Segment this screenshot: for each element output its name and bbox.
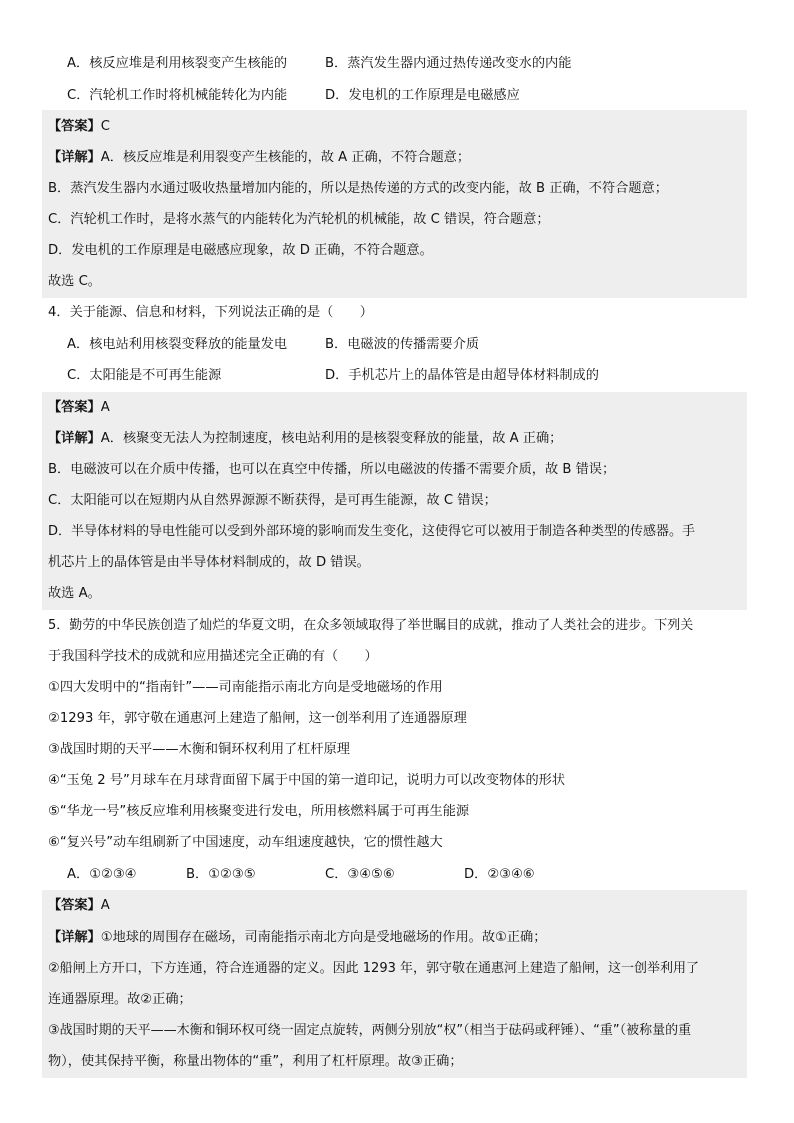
q4-detail-line-2: B．电磁波可以在介质中传播，也可以在真空中传播，所以电磁波的传播不需要介质，故 B 错误； — [48, 462, 616, 477]
q4-detail-line-1 — [48, 429, 562, 449]
detail-label: 【详解】 — [48, 930, 101, 945]
q4-option-d: D．手机芯片上的晶体管是由超导体材料制成的 — [325, 368, 599, 383]
q3-option-b: B．蒸汽发生器内通过热传递改变水的内能 — [325, 56, 572, 71]
detail-label: 【详解】 — [48, 150, 101, 165]
q4-detail-line-4: D．半导体材料的导电性能可以受到外部环境的影响而发生变化，这使得它可以被用于制造各种类型的传感器。手 — [48, 524, 696, 539]
q5-stem-line-1: 5．勤劳的中华民族创造了灿烂的华夏文明，在众多领域取得了举世瞩目的成就，推动了人类社会的进步。下列关 — [48, 618, 694, 633]
q3-answer — [48, 117, 110, 137]
q4-option-a: A．核电站利用核裂变释放的能量发电 — [67, 337, 288, 352]
q3-option-d: D．发电机的工作原理是电磁感应 — [325, 88, 520, 103]
q5-option-b: B．①②③⑤ — [186, 867, 256, 882]
q5-statement-4: ④“玉兔 2 号”月球车在月球背面留下属于中国的第一道印记，说明力可以改变物体的形状 — [48, 773, 566, 788]
q4-answer — [48, 398, 110, 418]
q3-detail-line-2: B．蒸汽发生器内水通过吸收热量增加内能的，所以是热传递的方式的改变内能，故 B 正确，不符合题意； — [48, 181, 668, 196]
q3-detail-line-1 — [48, 148, 470, 168]
q4-option-c: C．太阳能是不可再生能源 — [67, 368, 222, 383]
detail-text: A．核聚变无法人为控制速度，核电站利用的是核裂变释放的能量，故 A 正确； — [100, 431, 563, 446]
q5-option-d: D．②③④⑥ — [464, 867, 535, 882]
q5-answer-block — [42, 890, 747, 1078]
q5-option-a: A．①②③④ — [67, 867, 137, 882]
q4-detail-line-6: 故选 A。 — [48, 586, 101, 601]
answer-label: 【答案】 — [48, 119, 101, 134]
answer-label: 【答案】 — [48, 400, 101, 415]
q5-detail-line-1 — [48, 928, 546, 948]
q5-option-c: C．③④⑤⑥ — [325, 867, 395, 882]
detail-text: ①地球的周围存在磁场，司南能指示南北方向是受地磁场的作用。故①正确； — [100, 930, 547, 945]
detail-text: A．核反应堆是利用裂变产生核能的，故 A 正确，不符合题意； — [100, 150, 471, 165]
q4-stem: 4．关于能源、信息和材料，下列说法正确的是（ ） — [48, 305, 373, 320]
q5-answer — [48, 896, 110, 916]
q5-detail-line-4: ③战国时期的天平——木衡和铜环权可绕一固定点旋转，两侧分别放“权”（相当于砝码或秤锤）、“重”（被称量的重 — [48, 1023, 692, 1038]
q3-answer-block — [42, 110, 747, 298]
q4-detail-line-3: C．太阳能可以在短期内从自然界源源不断获得，是可再生能源，故 C 错误； — [48, 493, 497, 508]
q5-detail-line-5: 物），使其保持平衡，称量出物体的“重”，利用了杠杆原理。故③正确； — [48, 1054, 463, 1069]
q5-statement-3: ③战国时期的天平——木衡和铜环权利用了杠杆原理 — [48, 742, 350, 757]
q5-statement-1: ①四大发明中的“指南针”——司南能指示南北方向是受地磁场的作用 — [48, 680, 443, 695]
q5-statement-6: ⑥“复兴号”动车组刷新了中国速度，动车组速度越快，它的惯性越大 — [48, 835, 443, 850]
q3-detail-line-3: C．汽轮机工作时，是将水蒸气的内能转化为汽轮机的机械能，故 C 错误，符合题意； — [48, 212, 550, 227]
detail-label: 【详解】 — [48, 431, 101, 446]
q5-statement-5: ⑤“华龙一号”核反应堆利用核聚变进行发电，所用核燃料属于可再生能源 — [48, 804, 470, 819]
q3-option-a: A．核反应堆是利用核裂变产生核能的 — [67, 56, 288, 71]
q3-detail-line-5: 故选 C。 — [48, 274, 101, 289]
answer-label: 【答案】 — [48, 898, 101, 913]
answer-value: A — [100, 400, 110, 415]
q5-detail-line-2: ②船闸上方开口，下方连通，符合连通器的定义。因此 1293 年，郭守敬在通惠河上建造了船闸，这一创举利用了 — [48, 961, 700, 976]
q5-stem-line-2: 于我国科学技术的成就和应用描述完全正确的有（ ） — [48, 649, 378, 664]
q5-detail-line-3: 连通器原理。故②正确； — [48, 992, 192, 1007]
answer-value: C — [100, 119, 110, 134]
q5-statement-2: ②1293 年，郭守敬在通惠河上建造了船闸，这一创举利用了连通器原理 — [48, 711, 467, 726]
q3-detail-line-4: D．发电机的工作原理是电磁感应现象，故 D 正确，不符合题意。 — [48, 243, 433, 258]
q3-option-c: C．汽轮机工作时将机械能转化为内能 — [67, 88, 288, 103]
q4-option-b: B．电磁波的传播需要介质 — [325, 337, 480, 352]
q4-detail-line-5: 机芯片上的晶体管是由半导体材料制成的，故 D 错误。 — [48, 555, 370, 570]
answer-value: A — [100, 898, 110, 913]
